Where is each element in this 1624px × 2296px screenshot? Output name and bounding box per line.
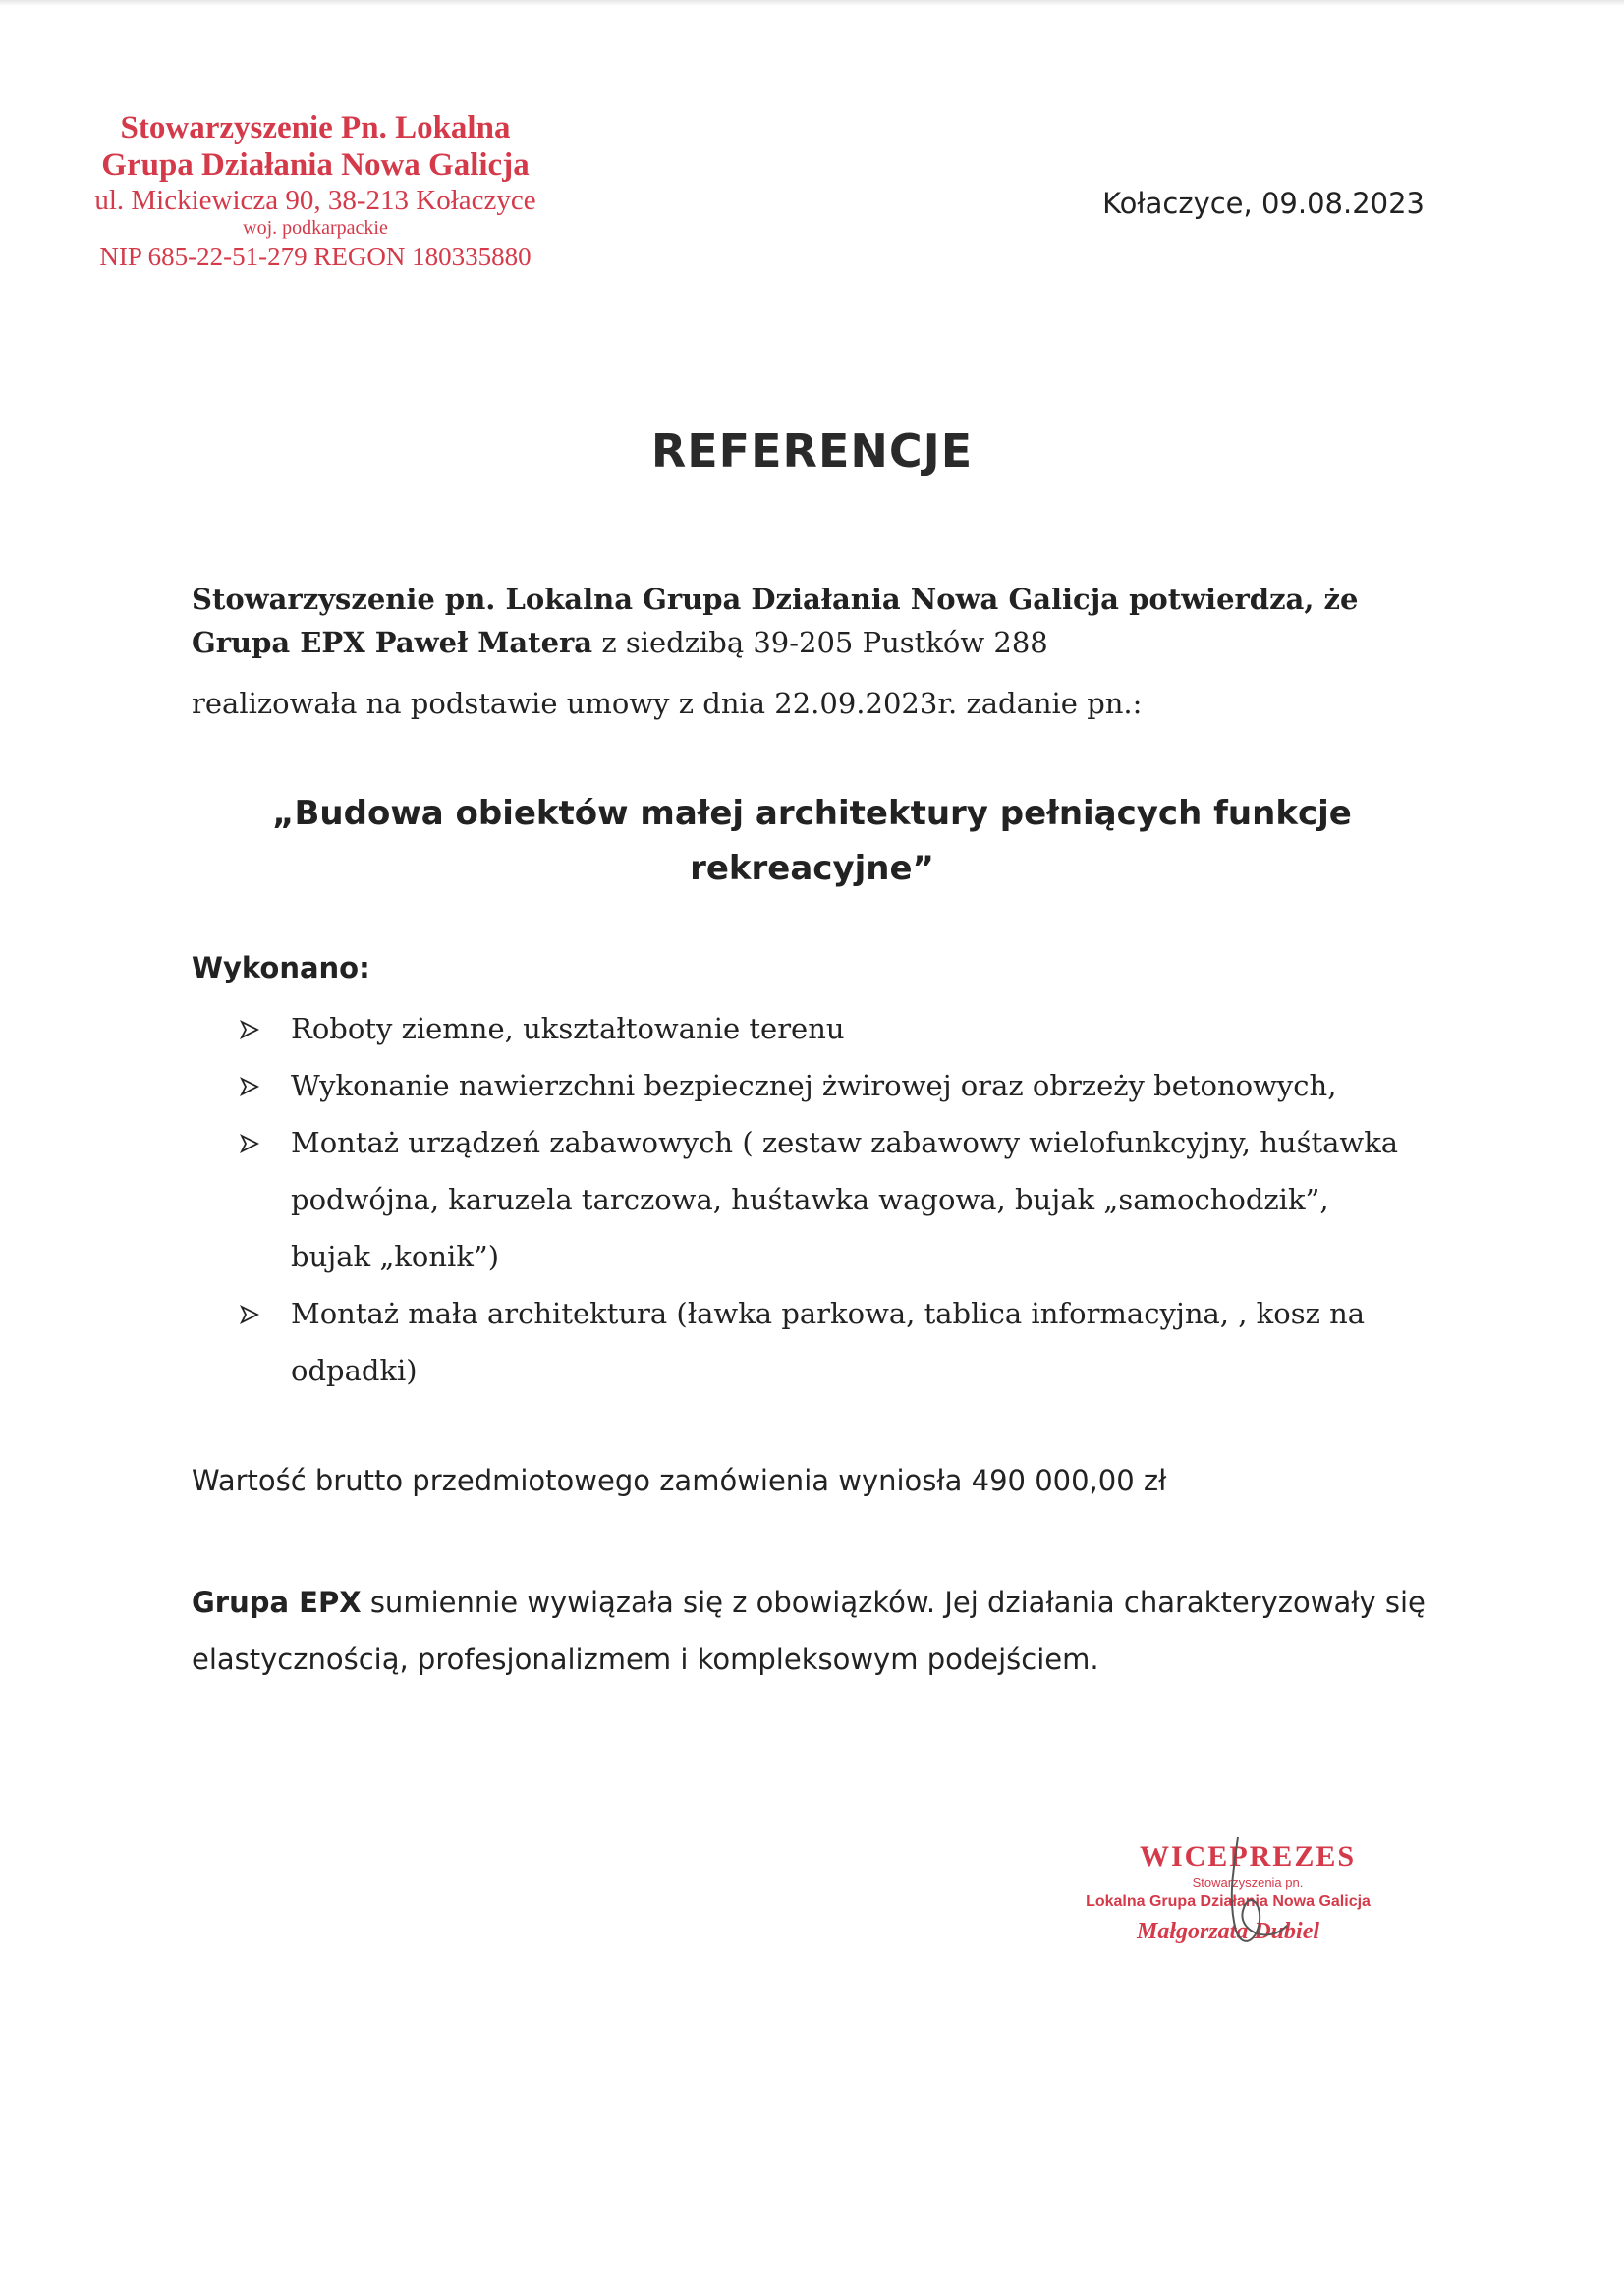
arrow-bullet-icon (240, 1020, 259, 1039)
stamp-name: Małgorzata Dubiel (1136, 1919, 1320, 1944)
stamp-org-line1: Stowarzyszenia pn. (1192, 1876, 1304, 1890)
contractor-address: z siedzibą 39-205 Pustków 288 (592, 626, 1048, 659)
list-item (240, 1285, 1399, 1399)
done-label: Wykonano: (192, 951, 370, 984)
stamp-role: WICEPREZES (1139, 1840, 1357, 1873)
list-item (240, 1057, 1399, 1114)
list-item (240, 1000, 1399, 1057)
task-title (0, 786, 1624, 896)
closing-paragraph (192, 1574, 1449, 1688)
contractor-name: Grupa EPX Paweł Matera (192, 626, 593, 659)
letterhead-line1: Stowarzyszenie Pn. Lokalna (120, 110, 511, 145)
arrow-bullet-icon (240, 1305, 259, 1324)
handwritten-signature (1199, 1832, 1307, 1970)
document-date: Kołaczyce, 09.08.2023 (1102, 187, 1425, 220)
work-item-text: Montaż urządzeń zabawowych ( zestaw zabawowy wielofunkcyjny, huśtawka podwójna, karuzela tarczowa, huśtawka wagowa, bujak „samochodzik”, bujak „konik”) (291, 1126, 1399, 1273)
letterhead-nip-regon: NIP 685-22-51-279 REGON 180335880 (99, 242, 532, 272)
arrow-bullet-icon (240, 1134, 259, 1153)
list-item (240, 1114, 1399, 1285)
letterhead-address: ul. Mickiewicza 90, 38-213 Kołaczyce (94, 184, 536, 216)
signature-stamp (1081, 1832, 1375, 1980)
work-list (240, 1000, 1399, 1399)
work-item-text: Roboty ziemne, ukształtowanie terenu (291, 1012, 845, 1045)
arrow-bullet-icon (240, 1077, 259, 1096)
letterhead-line2: Grupa Działania Nowa Galicja (101, 146, 530, 183)
letterhead-voivodeship: woj. podkarpackie (243, 217, 388, 240)
intro-line1-text: Stowarzyszenie pn. Lokalna Grupa Działania Nowa Galicja potwierdza, że (192, 583, 1359, 616)
task-title-line2: rekreacyjne” (690, 849, 934, 888)
intro-line2 (192, 621, 1429, 664)
work-item-text: Montaż mała architektura (ławka parkowa, tablica informacyjna, , kosz na odpadki) (291, 1297, 1366, 1387)
work-item-text: Wykonanie nawierzchni bezpiecznej żwirowej oraz obrzeży betonowych, (291, 1069, 1337, 1102)
closing-company: Grupa EPX (192, 1586, 362, 1619)
stamp-org-line2: Lokalna Grupa Działania Nowa Galicja (1086, 1893, 1371, 1910)
letterhead-stamp (84, 110, 546, 272)
intro-line1 (192, 578, 1429, 621)
document-title: REFERENCJE (650, 424, 974, 477)
contract-value: Wartość brutto przedmiotowego zamówienia wyniosła 490 000,00 zł (192, 1464, 1167, 1497)
intro-line3: realizowała na podstawie umowy z dnia 22.09.2023r. zadanie pn.: (192, 687, 1143, 720)
scan-edge (0, 0, 1624, 6)
task-title-line1: „Budowa obiektów małej architektury pełniących funkcje (272, 794, 1352, 833)
intro-paragraph (192, 578, 1429, 725)
closing-text: sumiennie wywiązała się z obowiązków. Jej działania charakteryzowały się elastycznością, profesjonalizmem i kompleksowym podejściem. (192, 1586, 1426, 1676)
